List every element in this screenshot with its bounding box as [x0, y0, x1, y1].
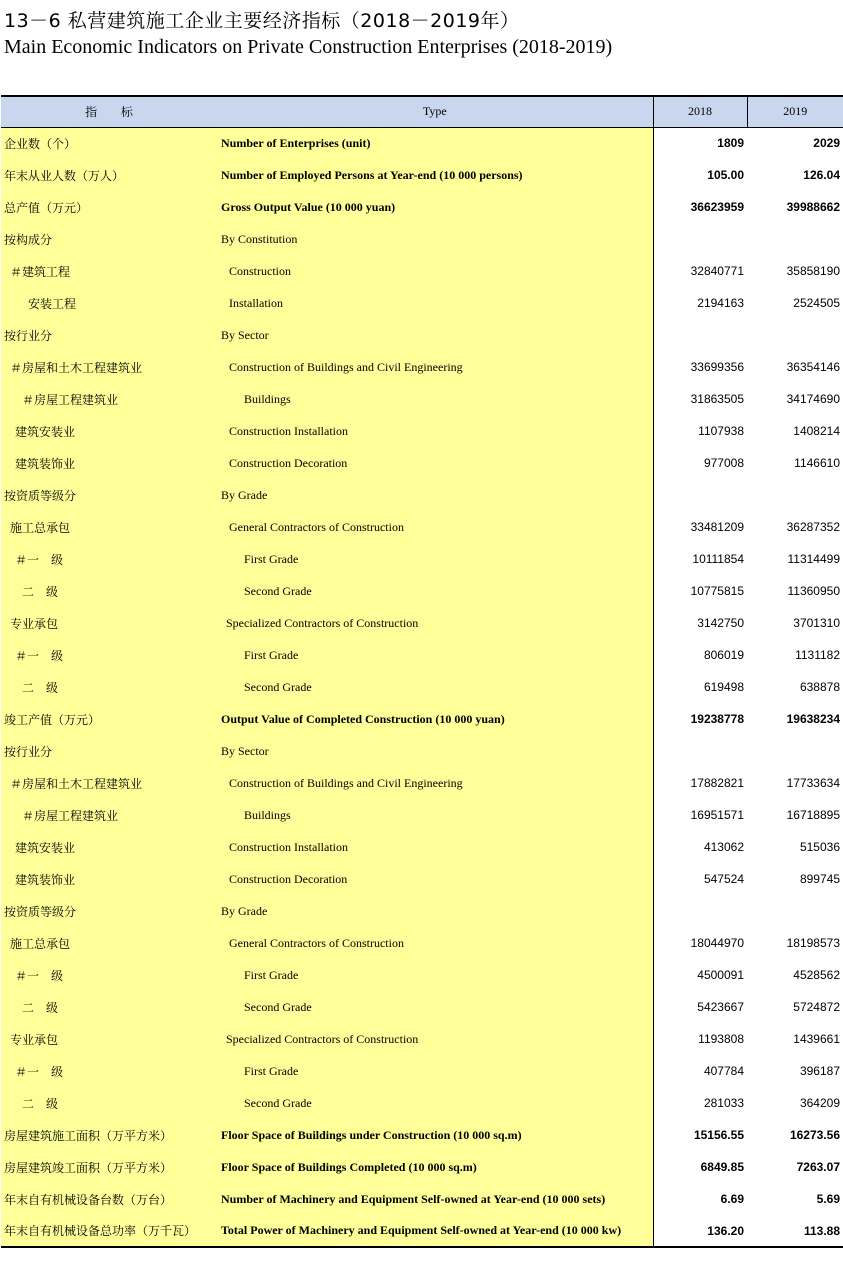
- table-row: [1, 511, 843, 543]
- row-label-en: Construction Decoration: [217, 447, 653, 479]
- row-label-zh: 建筑安装业: [1, 415, 217, 447]
- table-row: [1, 767, 843, 799]
- value-2018: 6.69: [653, 1183, 747, 1215]
- row-label-en: Construction: [217, 255, 653, 287]
- value-2019: 18198573: [747, 927, 843, 959]
- value-2019: 17733634: [747, 767, 843, 799]
- value-2018: 19238778: [653, 703, 747, 735]
- table-row: [1, 991, 843, 1023]
- value-2018: 407784: [653, 1055, 747, 1087]
- value-2018: 1193808: [653, 1023, 747, 1055]
- table-row: [1, 191, 843, 223]
- row-label-zh: 二 级: [1, 671, 217, 703]
- row-label-zh: ＃房屋工程建筑业: [1, 799, 217, 831]
- value-2019: 34174690: [747, 383, 843, 415]
- row-label-zh: ＃一 级: [1, 639, 217, 671]
- row-label-zh: 二 级: [1, 991, 217, 1023]
- row-label-en: Number of Machinery and Equipment Self-owned at Year-end (10 000 sets): [217, 1183, 653, 1215]
- row-label-en: First Grade: [217, 959, 653, 991]
- row-label-zh: 建筑安装业: [1, 831, 217, 863]
- value-2018: 33699356: [653, 351, 747, 383]
- value-2018: [653, 479, 747, 511]
- table-row: [1, 319, 843, 351]
- table-row: [1, 863, 843, 895]
- value-2019: 36354146: [747, 351, 843, 383]
- value-2018: 32840771: [653, 255, 747, 287]
- row-label-en: By Constitution: [217, 223, 653, 255]
- value-2019: 396187: [747, 1055, 843, 1087]
- value-2018: 413062: [653, 831, 747, 863]
- value-2018: 6849.85: [653, 1151, 747, 1183]
- row-label-zh: 专业承包: [1, 1023, 217, 1055]
- indicator-table: [1, 95, 843, 1248]
- row-label-en: Number of Enterprises (unit): [217, 127, 653, 159]
- row-label-zh: ＃一 级: [1, 1055, 217, 1087]
- table-row: [1, 1215, 843, 1247]
- value-2019: 7263.07: [747, 1151, 843, 1183]
- row-label-zh: ＃房屋工程建筑业: [1, 383, 217, 415]
- row-label-zh: 按行业分: [1, 319, 217, 351]
- row-label-zh: 总产值（万元）: [1, 191, 217, 223]
- table-row: [1, 287, 843, 319]
- row-label-zh: 年末从业人数（万人）: [1, 159, 217, 191]
- value-2019: 4528562: [747, 959, 843, 991]
- value-2018: 31863505: [653, 383, 747, 415]
- value-2018: 619498: [653, 671, 747, 703]
- header-year-2019: 2019: [747, 96, 843, 127]
- row-label-en: Gross Output Value (10 000 yuan): [217, 191, 653, 223]
- table-row: [1, 255, 843, 287]
- value-2018: [653, 895, 747, 927]
- value-2019: [747, 223, 843, 255]
- row-label-zh: 二 级: [1, 575, 217, 607]
- table-row: [1, 383, 843, 415]
- table-row: [1, 895, 843, 927]
- row-label-zh: 按资质等级分: [1, 895, 217, 927]
- row-label-en: Specialized Contractors of Construction: [217, 1023, 653, 1055]
- row-label-en: By Sector: [217, 319, 653, 351]
- value-2019: 36287352: [747, 511, 843, 543]
- row-label-zh: 二 级: [1, 1087, 217, 1119]
- value-2019: 5.69: [747, 1183, 843, 1215]
- value-2019: 638878: [747, 671, 843, 703]
- table-row: [1, 127, 843, 159]
- value-2018: 547524: [653, 863, 747, 895]
- value-2019: [747, 479, 843, 511]
- row-label-zh: 房屋建筑施工面积（万平方米）: [1, 1119, 217, 1151]
- value-2019: 16718895: [747, 799, 843, 831]
- value-2018: 1809: [653, 127, 747, 159]
- row-label-en: Floor Space of Buildings Completed (10 000 sq.m): [217, 1151, 653, 1183]
- value-2019: 899745: [747, 863, 843, 895]
- value-2018: 1107938: [653, 415, 747, 447]
- row-label-en: General Contractors of Construction: [217, 511, 653, 543]
- value-2018: 18044970: [653, 927, 747, 959]
- value-2019: 19638234: [747, 703, 843, 735]
- row-label-zh: 年末自有机械设备总功率（万千瓦）: [1, 1215, 217, 1247]
- value-2018: 10111854: [653, 543, 747, 575]
- value-2019: [747, 735, 843, 767]
- table-row: [1, 447, 843, 479]
- value-2019: 1146610: [747, 447, 843, 479]
- value-2019: 35858190: [747, 255, 843, 287]
- value-2019: 1408214: [747, 415, 843, 447]
- row-label-en: Floor Space of Buildings under Construction (10 000 sq.m): [217, 1119, 653, 1151]
- table-row: [1, 927, 843, 959]
- row-label-zh: ＃房屋和土木工程建筑业: [1, 767, 217, 799]
- row-label-zh: ＃建筑工程: [1, 255, 217, 287]
- row-label-en: By Grade: [217, 895, 653, 927]
- value-2018: 10775815: [653, 575, 747, 607]
- table-row: [1, 735, 843, 767]
- value-2019: [747, 319, 843, 351]
- row-label-en: Construction of Buildings and Civil Engineering: [217, 767, 653, 799]
- row-label-en: Second Grade: [217, 575, 653, 607]
- row-label-en: First Grade: [217, 543, 653, 575]
- table-row: [1, 959, 843, 991]
- row-label-en: By Sector: [217, 735, 653, 767]
- row-label-en: Second Grade: [217, 671, 653, 703]
- row-label-zh: 建筑装饰业: [1, 863, 217, 895]
- row-label-zh: 安装工程: [1, 287, 217, 319]
- value-2018: [653, 735, 747, 767]
- row-label-en: Construction Installation: [217, 415, 653, 447]
- table-row: [1, 831, 843, 863]
- value-2019: 16273.56: [747, 1119, 843, 1151]
- row-label-zh: 施工总承包: [1, 511, 217, 543]
- header-indicator-zh: 指 标: [1, 96, 217, 127]
- table-row: [1, 1183, 843, 1215]
- value-2019: 3701310: [747, 607, 843, 639]
- table-header-row: [1, 96, 843, 127]
- row-label-zh: 按行业分: [1, 735, 217, 767]
- row-label-en: Second Grade: [217, 1087, 653, 1119]
- row-label-en: First Grade: [217, 639, 653, 671]
- value-2018: 5423667: [653, 991, 747, 1023]
- value-2018: [653, 319, 747, 351]
- table-row: [1, 159, 843, 191]
- row-label-zh: 按构成分: [1, 223, 217, 255]
- row-label-zh: 按资质等级分: [1, 479, 217, 511]
- table-row: [1, 1087, 843, 1119]
- value-2019: 126.04: [747, 159, 843, 191]
- row-label-zh: 企业数（个）: [1, 127, 217, 159]
- row-label-en: Construction Installation: [217, 831, 653, 863]
- value-2018: 2194163: [653, 287, 747, 319]
- row-label-en: Construction Decoration: [217, 863, 653, 895]
- value-2019: 2029: [747, 127, 843, 159]
- row-label-zh: 专业承包: [1, 607, 217, 639]
- row-label-en: Installation: [217, 287, 653, 319]
- row-label-en: Buildings: [217, 383, 653, 415]
- value-2018: [653, 223, 747, 255]
- table-row: [1, 351, 843, 383]
- table-row: [1, 639, 843, 671]
- row-label-en: First Grade: [217, 1055, 653, 1087]
- row-label-en: Second Grade: [217, 991, 653, 1023]
- table-row: [1, 1151, 843, 1183]
- value-2018: 136.20: [653, 1215, 747, 1247]
- value-2018: 36623959: [653, 191, 747, 223]
- value-2018: 4500091: [653, 959, 747, 991]
- page-title-en: Main Economic Indicators on Private Construction Enterprises (2018-2019): [4, 36, 613, 58]
- row-label-en: General Contractors of Construction: [217, 927, 653, 959]
- table-row: [1, 703, 843, 735]
- table-row: [1, 671, 843, 703]
- value-2018: 33481209: [653, 511, 747, 543]
- value-2018: 977008: [653, 447, 747, 479]
- value-2018: 281033: [653, 1087, 747, 1119]
- row-label-zh: 建筑装饰业: [1, 447, 217, 479]
- value-2018: 17882821: [653, 767, 747, 799]
- table-row: [1, 607, 843, 639]
- value-2019: 11360950: [747, 575, 843, 607]
- table-row: [1, 543, 843, 575]
- row-label-zh: ＃房屋和土木工程建筑业: [1, 351, 217, 383]
- value-2018: 16951571: [653, 799, 747, 831]
- table-row: [1, 223, 843, 255]
- table-row: [1, 1023, 843, 1055]
- value-2019: 2524505: [747, 287, 843, 319]
- value-2019: 113.88: [747, 1215, 843, 1247]
- value-2019: 39988662: [747, 191, 843, 223]
- value-2018: 806019: [653, 639, 747, 671]
- table-row: [1, 1055, 843, 1087]
- row-label-en: Number of Employed Persons at Year-end (10 000 persons): [217, 159, 653, 191]
- value-2019: 1131182: [747, 639, 843, 671]
- row-label-zh: ＃一 级: [1, 959, 217, 991]
- table-row: [1, 1119, 843, 1151]
- table-row: [1, 415, 843, 447]
- value-2019: 364209: [747, 1087, 843, 1119]
- value-2019: 1439661: [747, 1023, 843, 1055]
- header-type: Type: [217, 96, 653, 127]
- value-2018: 3142750: [653, 607, 747, 639]
- row-label-en: Total Power of Machinery and Equipment Self-owned at Year-end (10 000 kw): [217, 1215, 653, 1247]
- row-label-en: Buildings: [217, 799, 653, 831]
- row-label-en: Construction of Buildings and Civil Engineering: [217, 351, 653, 383]
- value-2019: 5724872: [747, 991, 843, 1023]
- value-2018: 105.00: [653, 159, 747, 191]
- value-2018: 15156.55: [653, 1119, 747, 1151]
- row-label-zh: 竣工产值（万元）: [1, 703, 217, 735]
- row-label-en: By Grade: [217, 479, 653, 511]
- table-row: [1, 479, 843, 511]
- table-row: [1, 799, 843, 831]
- value-2019: 515036: [747, 831, 843, 863]
- value-2019: [747, 895, 843, 927]
- row-label-zh: ＃一 级: [1, 543, 217, 575]
- page-title-zh: 13－6 私营建筑施工企业主要经济指标（2018－2019年）: [4, 10, 520, 32]
- value-2019: 11314499: [747, 543, 843, 575]
- row-label-zh: 施工总承包: [1, 927, 217, 959]
- row-label-en: Output Value of Completed Construction (10 000 yuan): [217, 703, 653, 735]
- row-label-zh: 房屋建筑竣工面积（万平方米）: [1, 1151, 217, 1183]
- row-label-zh: 年末自有机械设备台数（万台）: [1, 1183, 217, 1215]
- table-row: [1, 575, 843, 607]
- header-year-2018: 2018: [653, 96, 747, 127]
- row-label-en: Specialized Contractors of Construction: [217, 607, 653, 639]
